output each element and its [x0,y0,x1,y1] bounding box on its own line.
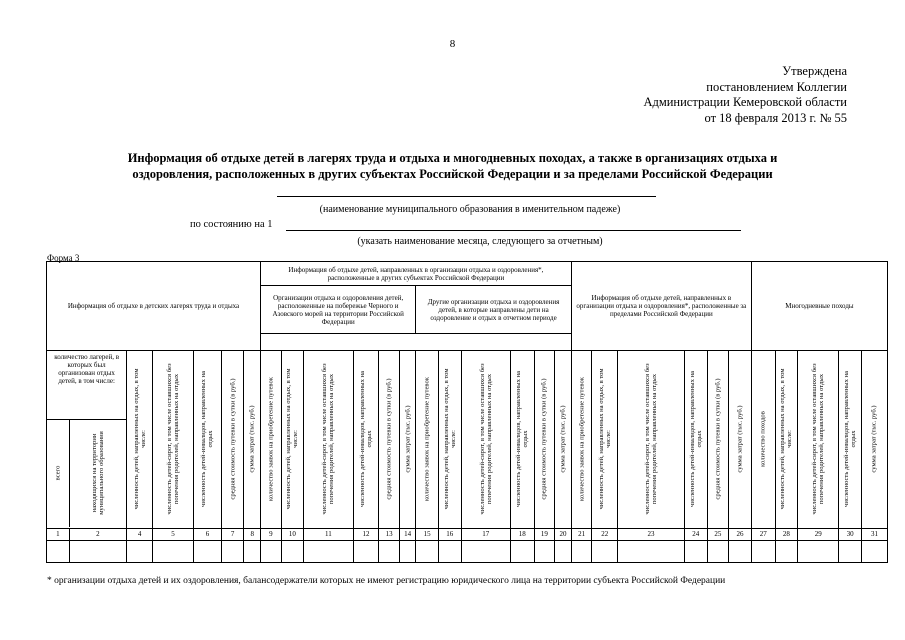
group-abroad-header: Информация об отдыхе детей, направленных в организации отдыха и оздоровления*, расположенные за пределами Российской Федерации [571,262,751,351]
col-number: 8 [244,528,261,540]
col-children-camps: численность детей, направленных на отдых, в том числе: [132,368,147,510]
col-number: 13 [379,528,400,540]
col-number: 20 [555,528,572,540]
col-disabled-abroad: численность детей-инвалидов, направленных на отдых [688,371,703,508]
col-number: 22 [592,528,618,540]
report-table [46,261,888,563]
col-avg-cost-abroad: средняя стоимость путевки в сутки (в руб.) [714,378,722,500]
col-number: 16 [438,528,461,540]
col-number: 21 [571,528,592,540]
col-number: 19 [534,528,555,540]
col-disabled-hikes: численность детей-инвалидов, направленных на отдых [842,371,858,508]
approval-stamp [643,64,847,126]
col-hikes-count: количество походов [759,411,767,467]
column-numbers-row [47,528,888,540]
col-disabled-camps: численность детей-инвалидов, направленных на отдых [200,371,215,508]
group-camps-header: Информация об отдыхе в детских лагерях труда и отдыха [47,262,261,351]
col-vouchers-abroad: количество заявок на приобретение путевок [577,377,585,502]
title-line-2: оздоровления, расположенных в других субъектах Российской Федерации и за пределами Российской Федерации [132,167,773,181]
approval-line-4: от 18 февраля 2013 г. № 55 [704,110,847,125]
col-number: 7 [221,528,244,540]
sub-black-sea-header: Организации отдыха и оздоровления детей, расположенные на побережье Черного и Азовского морей на территории Российской Федерации [261,286,416,334]
col-number: 25 [707,528,729,540]
col-number: 6 [194,528,222,540]
col-expenses-abroad: сумма затрат (тыс. руб.) [736,405,744,473]
col-number: 29 [798,528,839,540]
col-expenses-camps: сумма затрат (тыс. руб.) [248,405,256,473]
col-number: 2 [69,528,127,540]
col-avg-cost-camps: средняя стоимость путевки в сутки (в руб.) [229,378,237,500]
empty-data-row [47,540,888,562]
col-number: 9 [261,528,282,540]
col-number: 23 [618,528,685,540]
approval-line-2: постановлением Коллегии [706,79,847,94]
col-number: 24 [684,528,707,540]
col-number: 14 [399,528,415,540]
col-orphans-blacksea: численность детей-сирот, в том числе оставшихся без попечения родителей, направленных на отдых [321,363,336,515]
col-avg-cost-blacksea: средняя стоимость путевки в сутки (в руб.) [385,378,393,500]
form-label: Форма 3 [47,253,80,263]
municipality-fill-line [277,196,656,197]
group-other-subjects-header: Информация об отдыхе детей, направленных в организации отдыха и оздоровления*, расположенные в других субъектах Российской Федерации [261,262,572,286]
col-vouchers-other: количество заявок на приобретение путевок [423,377,431,502]
col-avg-cost-other: средняя стоимость путевки в сутки (в руб.) [540,378,548,500]
col-located: находящихся на территории муниципального образования [90,431,106,515]
col-expenses-hikes: сумма затрат (тыс. руб.) [870,405,878,473]
col-total: всего [54,465,62,481]
col-orphans-other: численность детей-сирот, в том числе оставшихся без попечения родителей, направленных на отдых [478,363,493,515]
col-number: 4 [127,528,153,540]
col-children-hikes: численность детей, направленных на отдых, в том числе: [779,368,794,510]
approval-line-1: Утверждена [782,64,847,78]
col-number: 31 [861,528,887,540]
approval-line-3: Администрации Кемеровской области [643,95,847,109]
col-number: 10 [281,528,304,540]
col-number: 17 [461,528,510,540]
title-line-1: Информация об отдыхе детей в лагерях труда и отдыха и многодневных походах, а также в организациях отдыха и [127,151,778,165]
date-label: по состоянию на 1 [190,219,273,230]
municipality-caption: (наименование муниципального образования в именительном падеже) [319,204,621,215]
col-number: 1 [47,528,70,540]
col-number: 18 [510,528,534,540]
col-orphans-abroad: численность детей-сирот, в том числе оставшихся без попечения родителей, направленных на отдых [643,363,659,515]
col-number: 12 [353,528,379,540]
col-children-blacksea: численность детей, направленных на отдых, в том числе: [285,368,300,510]
col-children-abroad: численность детей, направленных на отдых, в том числе: [597,368,612,510]
sub-other-orgs-header: Другие организации отдыха и оздоровления детей, в которые направлены дети на оздоровление и отдых в отчетном периоде [416,286,571,334]
col-children-other: численность детей, направленных на отдых, в том числе: [442,368,457,510]
col-number: 28 [775,528,798,540]
col-disabled-blacksea: численность детей-инвалидов, направленных на отдых [358,371,373,508]
document-title [40,150,865,182]
col-orphans-camps: численность детей-сирот, в том числе оставшихся без попечения родителей, направленных на отдых [165,363,181,515]
footnote: * организации отдыха детей и их оздоровления, балансодержатели которых не имеют регистрацию юридического лица на территории субъекта Российской Федерации [47,576,726,586]
col-number: 15 [416,528,439,540]
group-hikes-header: Многодневные походы [751,262,887,351]
col-vouchers-blacksea: количество заявок на приобретение путевок [267,377,275,502]
date-fill-line [286,230,741,231]
col-expenses-other: сумма затрат (тыс. руб.) [559,405,567,473]
camps-count-cell [47,350,127,528]
col-number: 5 [152,528,193,540]
col-number: 26 [729,528,752,540]
col-orphans-hikes: численность детей-сирот, в том числе оставшихся без попечения родителей, направленных на отдых [811,363,826,515]
page-number: 8 [449,38,456,50]
col-number: 30 [839,528,862,540]
col-number: 11 [304,528,353,540]
col-expenses-blacksea: сумма затрат (тыс. руб.) [403,405,411,473]
col-number: 27 [751,528,775,540]
month-caption: (указать наименование месяца, следующего за отчетным) [357,236,603,247]
col-disabled-other: численность детей-инвалидов, направленных на отдых [515,371,530,508]
camps-count-label: количество лагерей, в которых был организован отдых детей, в том числе: [54,352,120,385]
